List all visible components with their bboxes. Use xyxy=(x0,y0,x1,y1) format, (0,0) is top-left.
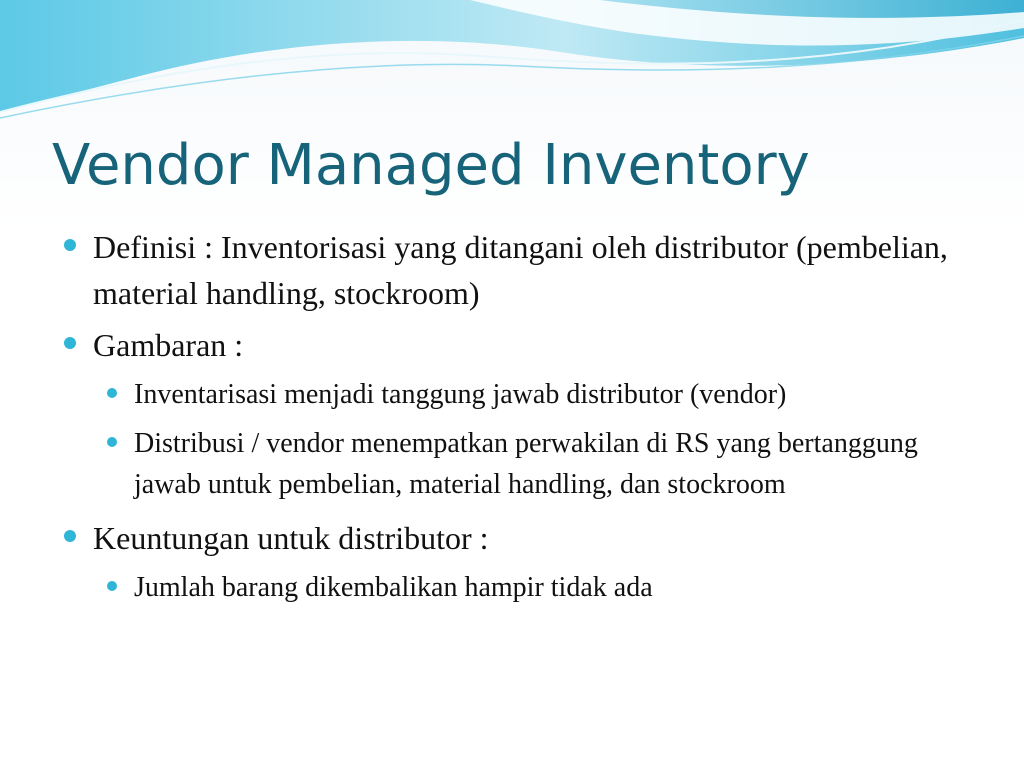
sub-bullet-jumlah-barang: Jumlah barang dikembalikan hampir tidak ada xyxy=(62,567,982,608)
bullet-gambaran: Gambaran : xyxy=(62,322,982,368)
slide-title: Vendor Managed Inventory xyxy=(52,133,810,198)
header-wave-decoration xyxy=(0,0,1024,130)
bullet-keuntungan: Keuntungan untuk distributor : xyxy=(62,515,982,561)
sub-bullet-inventarisasi: Inventarisasi menjadi tanggung jawab distributor (vendor) xyxy=(62,374,982,415)
slide-content xyxy=(62,224,982,616)
bullet-list xyxy=(62,224,982,608)
bullet-definisi: Definisi : Inventorisasi yang ditangani oleh distributor (pembelian, material handling, stockroom) xyxy=(62,224,982,316)
sub-bullet-distribusi: Distribusi / vendor menempatkan perwakilan di RS yang bertanggung jawab untuk pembelian, material handling, dan stockroom xyxy=(62,423,982,505)
